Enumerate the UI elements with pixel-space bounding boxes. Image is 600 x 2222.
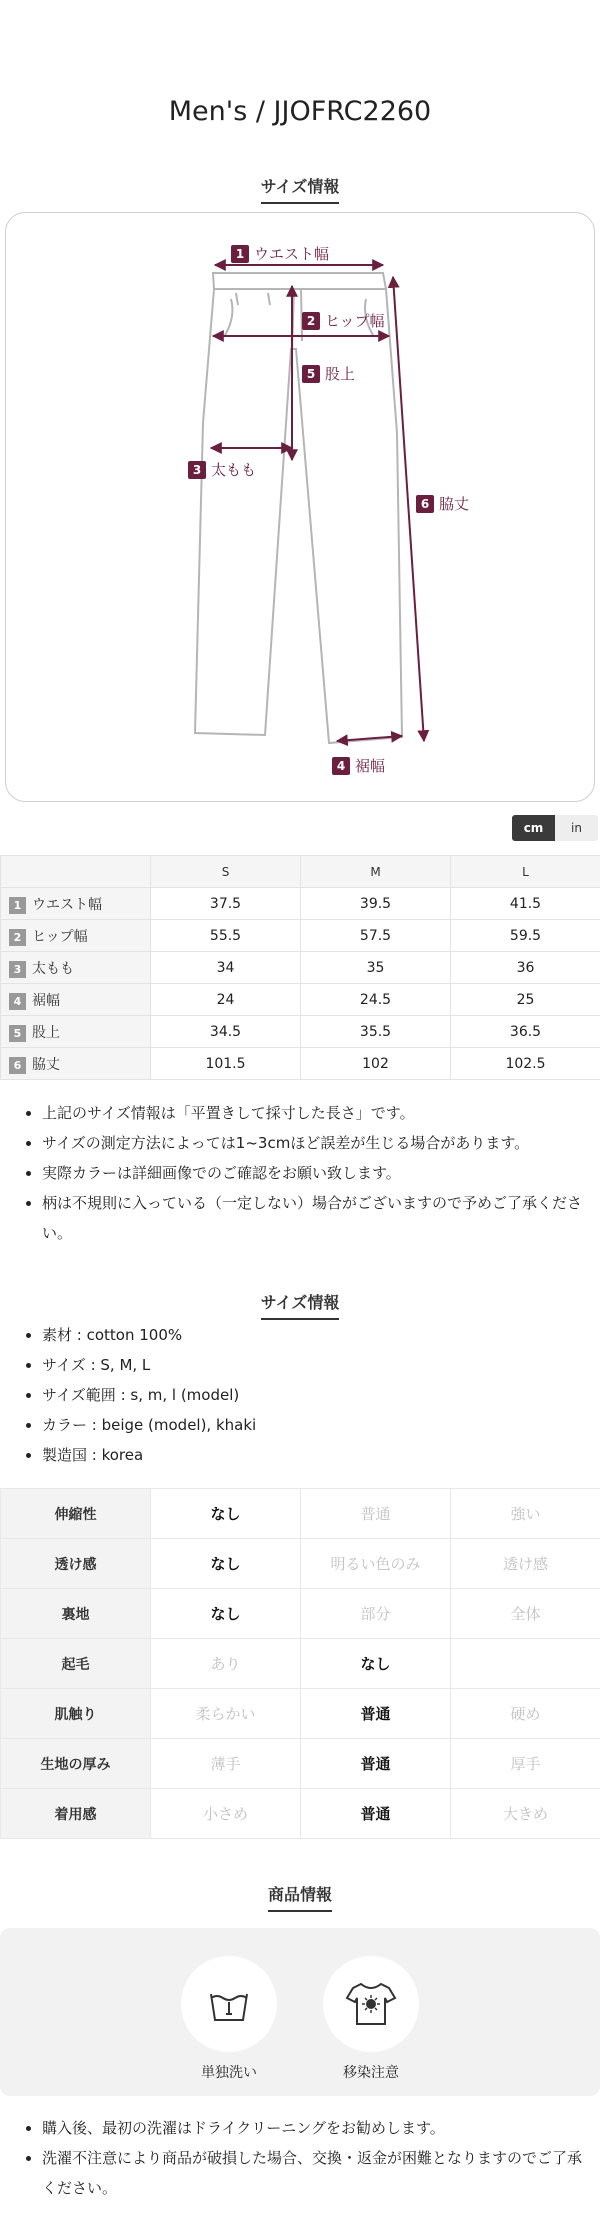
table-row bbox=[1, 1589, 600, 1639]
table-cell: 41.5 bbox=[451, 888, 600, 920]
table-cell: 39.5 bbox=[301, 888, 451, 920]
row-label: 3 太もも bbox=[1, 952, 151, 984]
info-list bbox=[0, 1320, 600, 1470]
material-label: 透け感 bbox=[1, 1539, 151, 1589]
material-label: 着用感 bbox=[1, 1789, 151, 1839]
product-section-heading-text: 商品情報 bbox=[268, 1882, 332, 1912]
table-cell: 59.5 bbox=[451, 920, 600, 952]
material-option: 硬め bbox=[451, 1689, 600, 1739]
table-cell: 24.5 bbox=[301, 984, 451, 1016]
list-item: • サイズ範囲 : s, m, l (model) bbox=[42, 1380, 600, 1410]
table-cell: 102.5 bbox=[451, 1048, 600, 1080]
table-row bbox=[1, 1689, 600, 1739]
table-cell: 101.5 bbox=[151, 1048, 301, 1080]
material-label: 裏地 bbox=[1, 1589, 151, 1639]
info-section-heading-text: サイズ情報 bbox=[261, 1290, 340, 1320]
list-item: • サイズ : S, M, L bbox=[42, 1350, 600, 1380]
list-item: • カラー : beige (model), khaki bbox=[42, 1410, 600, 1440]
material-label: 伸縮性 bbox=[1, 1489, 151, 1539]
material-option: 普通 bbox=[301, 1489, 451, 1539]
list-item: • サイズの測定方法によっては1~3cmほど誤差が生じる場合があります。 bbox=[42, 1128, 600, 1158]
table-row bbox=[1, 920, 600, 952]
material-option: 全体 bbox=[451, 1589, 600, 1639]
list-item: • 洗濯不注意により商品が破損した場合、交換・返金が困難となりますのでご了承ください。 bbox=[42, 2143, 600, 2203]
material-label: 生地の厚み bbox=[1, 1739, 151, 1789]
material-option: 普通 bbox=[301, 1789, 451, 1839]
size-header-l: L bbox=[451, 856, 600, 888]
size-table-header bbox=[1, 856, 600, 888]
table-row bbox=[1, 1489, 600, 1539]
table-row bbox=[1, 984, 600, 1016]
row-label: 5 股上 bbox=[1, 1016, 151, 1048]
info-section-heading bbox=[0, 1290, 600, 1320]
table-cell: 35 bbox=[301, 952, 451, 984]
material-label: 起毛 bbox=[1, 1639, 151, 1689]
material-label: 肌触り bbox=[1, 1689, 151, 1739]
material-option: 透け感 bbox=[451, 1539, 600, 1589]
row-label: 1 ウエスト幅 bbox=[1, 888, 151, 920]
material-option: 部分 bbox=[301, 1589, 451, 1639]
unit-in-button[interactable]: in bbox=[555, 815, 598, 841]
tshirt-stain-icon bbox=[323, 1956, 419, 2052]
material-option bbox=[451, 1639, 600, 1689]
table-row bbox=[1, 888, 600, 920]
diagram-label-waist: 1 ウエスト幅 bbox=[231, 243, 329, 264]
material-option: 薄手 bbox=[151, 1739, 301, 1789]
diagram-label-thigh: 3 太もも bbox=[188, 459, 256, 480]
diagram-label-hem: 4 裾幅 bbox=[332, 755, 385, 776]
list-item: • 素材 : cotton 100% bbox=[42, 1320, 600, 1350]
table-cell: 36.5 bbox=[451, 1016, 600, 1048]
table-row bbox=[1, 1539, 600, 1589]
list-item: • 製造国 : korea bbox=[42, 1440, 600, 1470]
size-header-blank bbox=[1, 856, 151, 888]
pants-illustration bbox=[6, 213, 594, 801]
table-cell: 36 bbox=[451, 952, 600, 984]
hand-wash-icon bbox=[181, 1956, 277, 2052]
material-option: 強い bbox=[451, 1489, 600, 1539]
material-option: 厚手 bbox=[451, 1739, 600, 1789]
unit-toggle bbox=[512, 815, 598, 841]
table-row bbox=[1, 1639, 600, 1689]
list-item: • 実際カラーは詳細画像でのご確認をお願い致します。 bbox=[42, 1158, 600, 1188]
diagram-label-hip: 2 ヒップ幅 bbox=[302, 310, 385, 331]
size-header-m: M bbox=[301, 856, 451, 888]
table-cell: 102 bbox=[301, 1048, 451, 1080]
size-header-s: S bbox=[151, 856, 301, 888]
table-cell: 55.5 bbox=[151, 920, 301, 952]
material-option: なし bbox=[151, 1589, 301, 1639]
list-item: • 柄は不規則に入っている（一定しない）場合がございますので予めご了承ください。 bbox=[42, 1188, 600, 1248]
list-item: • 購入後、最初の洗濯はドライクリーニングをお勧めします。 bbox=[42, 2113, 600, 2143]
size-diagram bbox=[5, 212, 595, 802]
care-label-stain: 移染注意 bbox=[343, 2065, 399, 2081]
material-option: 普通 bbox=[301, 1739, 451, 1789]
material-option: なし bbox=[151, 1539, 301, 1589]
row-label: 4 裾幅 bbox=[1, 984, 151, 1016]
page-title: Men's / JJOFRC2260 bbox=[168, 96, 432, 127]
table-row bbox=[1, 1048, 600, 1080]
table-cell: 34 bbox=[151, 952, 301, 984]
unit-cm-button[interactable]: cm bbox=[512, 815, 555, 841]
size-section-heading bbox=[0, 174, 600, 204]
care-notes-list bbox=[0, 2113, 600, 2203]
diagram-label-outseam: 6 脇丈 bbox=[416, 493, 469, 514]
material-option: 普通 bbox=[301, 1689, 451, 1739]
row-label: 2 ヒップ幅 bbox=[1, 920, 151, 952]
size-section-heading-text: サイズ情報 bbox=[261, 174, 340, 204]
table-cell: 34.5 bbox=[151, 1016, 301, 1048]
material-table bbox=[0, 1488, 600, 1839]
table-row bbox=[1, 1016, 600, 1048]
care-label-wash: 単独洗い bbox=[201, 2065, 257, 2081]
size-table bbox=[0, 855, 600, 1080]
material-option: 大きめ bbox=[451, 1789, 600, 1839]
material-option: なし bbox=[301, 1639, 451, 1689]
table-cell: 37.5 bbox=[151, 888, 301, 920]
list-item: • 上記のサイズ情報は「平置きして採寸した長さ」です。 bbox=[42, 1098, 600, 1128]
table-row bbox=[1, 1789, 600, 1839]
diagram-label-rise: 5 股上 bbox=[302, 363, 355, 384]
material-option: 柔らかい bbox=[151, 1689, 301, 1739]
material-option: なし bbox=[151, 1489, 301, 1539]
material-option: あり bbox=[151, 1639, 301, 1689]
table-row bbox=[1, 1739, 600, 1789]
care-panel bbox=[0, 1928, 600, 2096]
table-cell: 24 bbox=[151, 984, 301, 1016]
product-section-heading bbox=[0, 1882, 600, 1912]
size-notes-list bbox=[0, 1098, 600, 1248]
table-cell: 35.5 bbox=[301, 1016, 451, 1048]
table-row bbox=[1, 952, 600, 984]
row-label: 6 脇丈 bbox=[1, 1048, 151, 1080]
material-option: 小さめ bbox=[151, 1789, 301, 1839]
table-cell: 25 bbox=[451, 984, 600, 1016]
material-option: 明るい色のみ bbox=[301, 1539, 451, 1589]
table-cell: 57.5 bbox=[301, 920, 451, 952]
